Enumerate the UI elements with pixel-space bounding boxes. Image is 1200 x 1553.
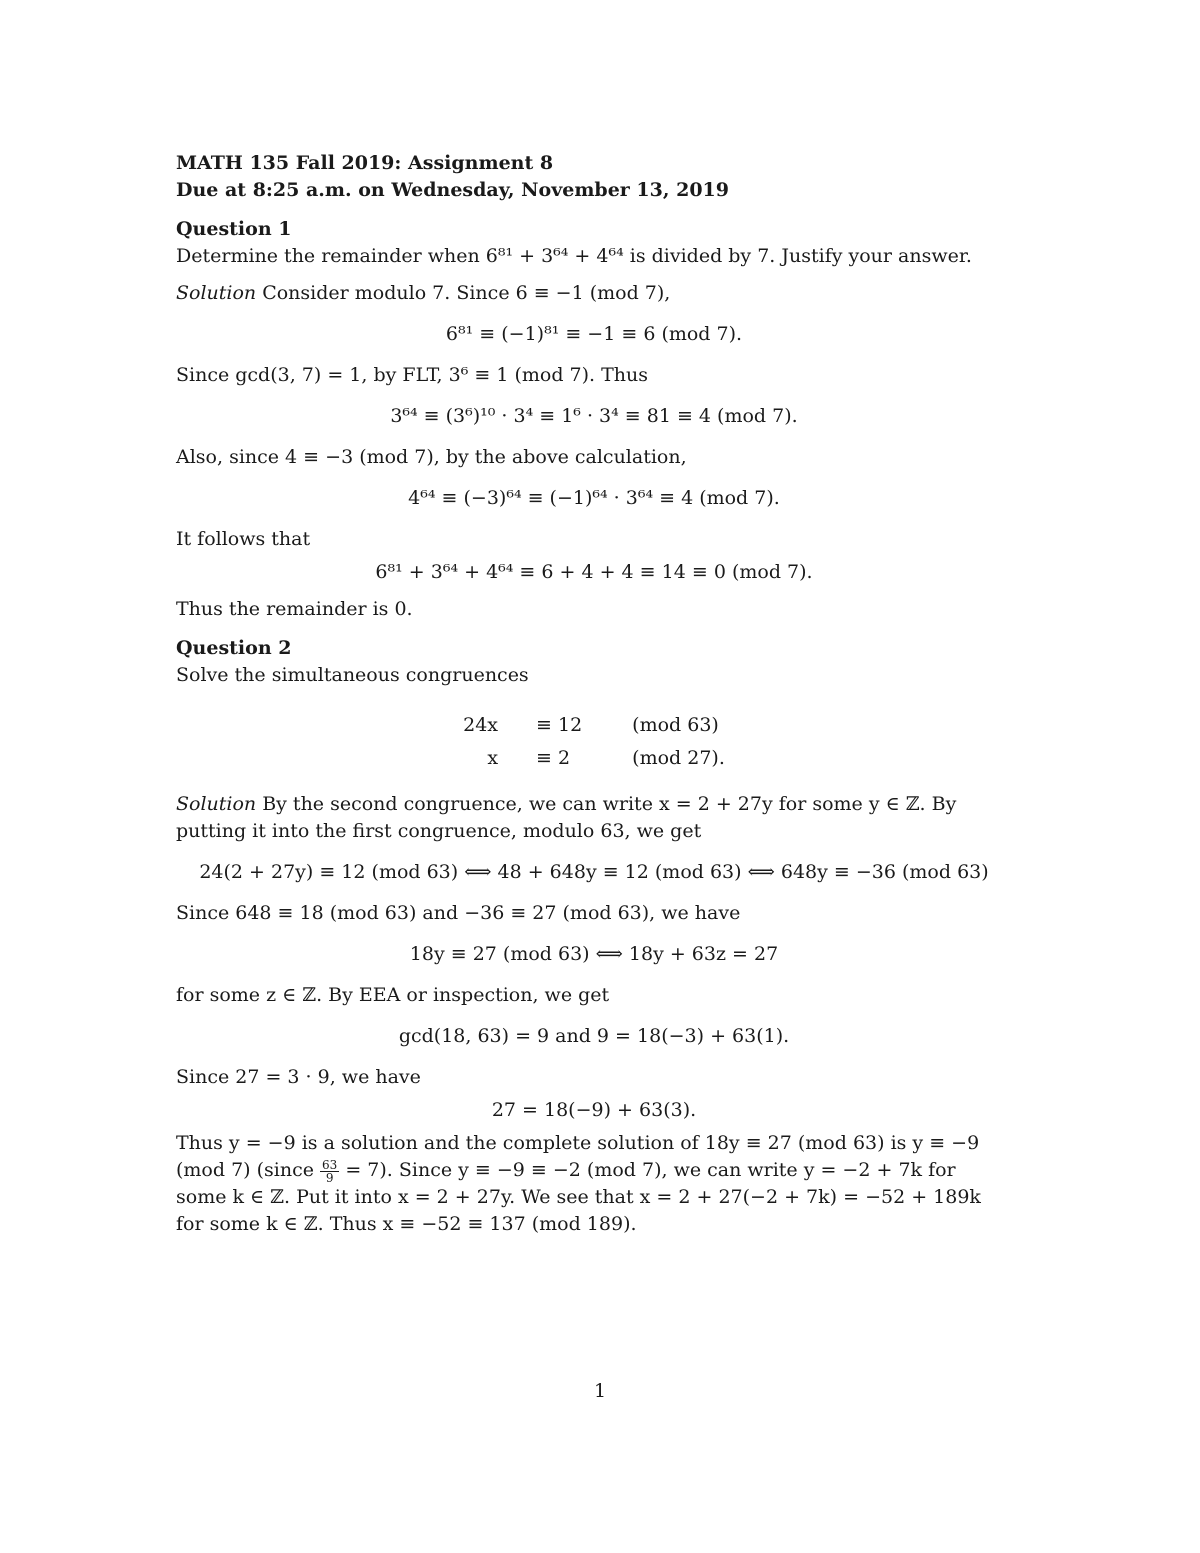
q1-equation-2: 3⁶⁴ ≡ (3⁶)¹⁰ · 3⁴ ≡ 1⁶ · 3⁴ ≡ 81 ≡ 4 (mod 7). <box>390 405 798 427</box>
congruence-lhs: 24x <box>463 714 499 736</box>
q2-solution-line1: By the second congruence, we can write x = 2 + 27y for some y ∈ ℤ. By putting it into the first congruence, modulo 63, we get <box>176 793 957 842</box>
due-date: Due at 8:25 a.m. on Wednesday, November 13, 2019 <box>176 179 729 201</box>
question-2-prompt: Solve the simultaneous congruences <box>176 664 529 686</box>
q2-conclusion-part-a: Thus y = −9 is a solution and the complete solution of 18y ≡ 27 (mod 63) is y ≡ −9 (mod 7) (since <box>176 1132 980 1181</box>
q2-solution-line4: Since 27 = 3 · 9, we have <box>176 1066 421 1088</box>
congruence-mod: (mod 63) <box>632 714 719 736</box>
q1-equation-3: 4⁶⁴ ≡ (−3)⁶⁴ ≡ (−1)⁶⁴ · 3⁶⁴ ≡ 4 (mod 7). <box>408 487 780 509</box>
q2-conclusion-part-b: = 7). Since y ≡ −9 ≡ −2 (mod 7), we can write y = −2 + 7k for some k ∈ ℤ. Put it into x = 2 + 27y. We see that x = 2 + 27(−2 + 7k) = −52 + 189k for some k ∈ ℤ. Thus x ≡ −52 ≡ 137 (mod 189). <box>176 1159 981 1235</box>
fraction-numerator: 63 <box>322 1157 338 1172</box>
fraction-denominator: 9 <box>325 1170 334 1185</box>
q2-equation-4: 27 = 18(−9) + 63(3). <box>491 1099 697 1121</box>
congruence-rhs: ≡ 2 <box>536 747 571 769</box>
congruence-system <box>453 709 735 775</box>
congruence-rhs: ≡ 12 <box>536 714 583 736</box>
page-number: 1 <box>593 1380 607 1402</box>
solution-label: Solution <box>176 793 257 815</box>
q2-equation-1: 24(2 + 27y) ≡ 12 (mod 63) ⟺ 48 + 648y ≡ 12 (mod 63) ⟺ 648y ≡ −36 (mod 63) <box>199 861 989 883</box>
q2-equation-3: gcd(18, 63) = 9 and 9 = 18(−3) + 63(1). <box>398 1025 790 1047</box>
q1-solution-line3: Also, since 4 ≡ −3 (mod 7), by the above calculation, <box>176 446 687 468</box>
q2-solution-intro <box>176 791 1012 845</box>
q2-solution-line2: Since 648 ≡ 18 (mod 63) and −36 ≡ 27 (mod 63), we have <box>176 902 741 924</box>
q1-equation-4: 6⁸¹ + 3⁶⁴ + 4⁶⁴ ≡ 6 + 4 + 4 ≡ 14 ≡ 0 (mod 7). <box>375 561 813 583</box>
congruence-row <box>453 709 735 742</box>
q1-conclusion: Thus the remainder is 0. <box>176 598 413 620</box>
q1-solution-line4: It follows that <box>176 528 311 550</box>
q2-solution-line3: for some z ∈ ℤ. By EEA or inspection, we get <box>176 984 610 1006</box>
fraction <box>320 1159 339 1184</box>
q1-solution-intro <box>176 280 1012 307</box>
document-page <box>176 150 1012 1238</box>
solution-label: Solution <box>176 282 257 304</box>
congruence-mod: (mod 27). <box>632 747 725 769</box>
assignment-title: MATH 135 Fall 2019: Assignment 8 <box>176 152 554 174</box>
q2-equation-2: 18y ≡ 27 (mod 63) ⟺ 18y + 63z = 27 <box>409 943 779 965</box>
congruence-lhs: x <box>487 747 499 769</box>
question-1-heading: Question 1 <box>176 218 292 240</box>
congruence-row <box>453 742 735 775</box>
q1-equation-1: 6⁸¹ ≡ (−1)⁸¹ ≡ −1 ≡ 6 (mod 7). <box>445 323 743 345</box>
q1-solution-line2: Since gcd(3, 7) = 1, by FLT, 3⁶ ≡ 1 (mod 7). Thus <box>176 364 648 386</box>
question-2-heading: Question 2 <box>176 637 292 659</box>
question-1-prompt: Determine the remainder when 6⁸¹ + 3⁶⁴ + 4⁶⁴ is divided by 7. Justify your answer. <box>176 245 972 267</box>
q1-solution-line1: Consider modulo 7. Since 6 ≡ −1 (mod 7), <box>256 282 671 304</box>
q2-conclusion <box>176 1130 1012 1238</box>
